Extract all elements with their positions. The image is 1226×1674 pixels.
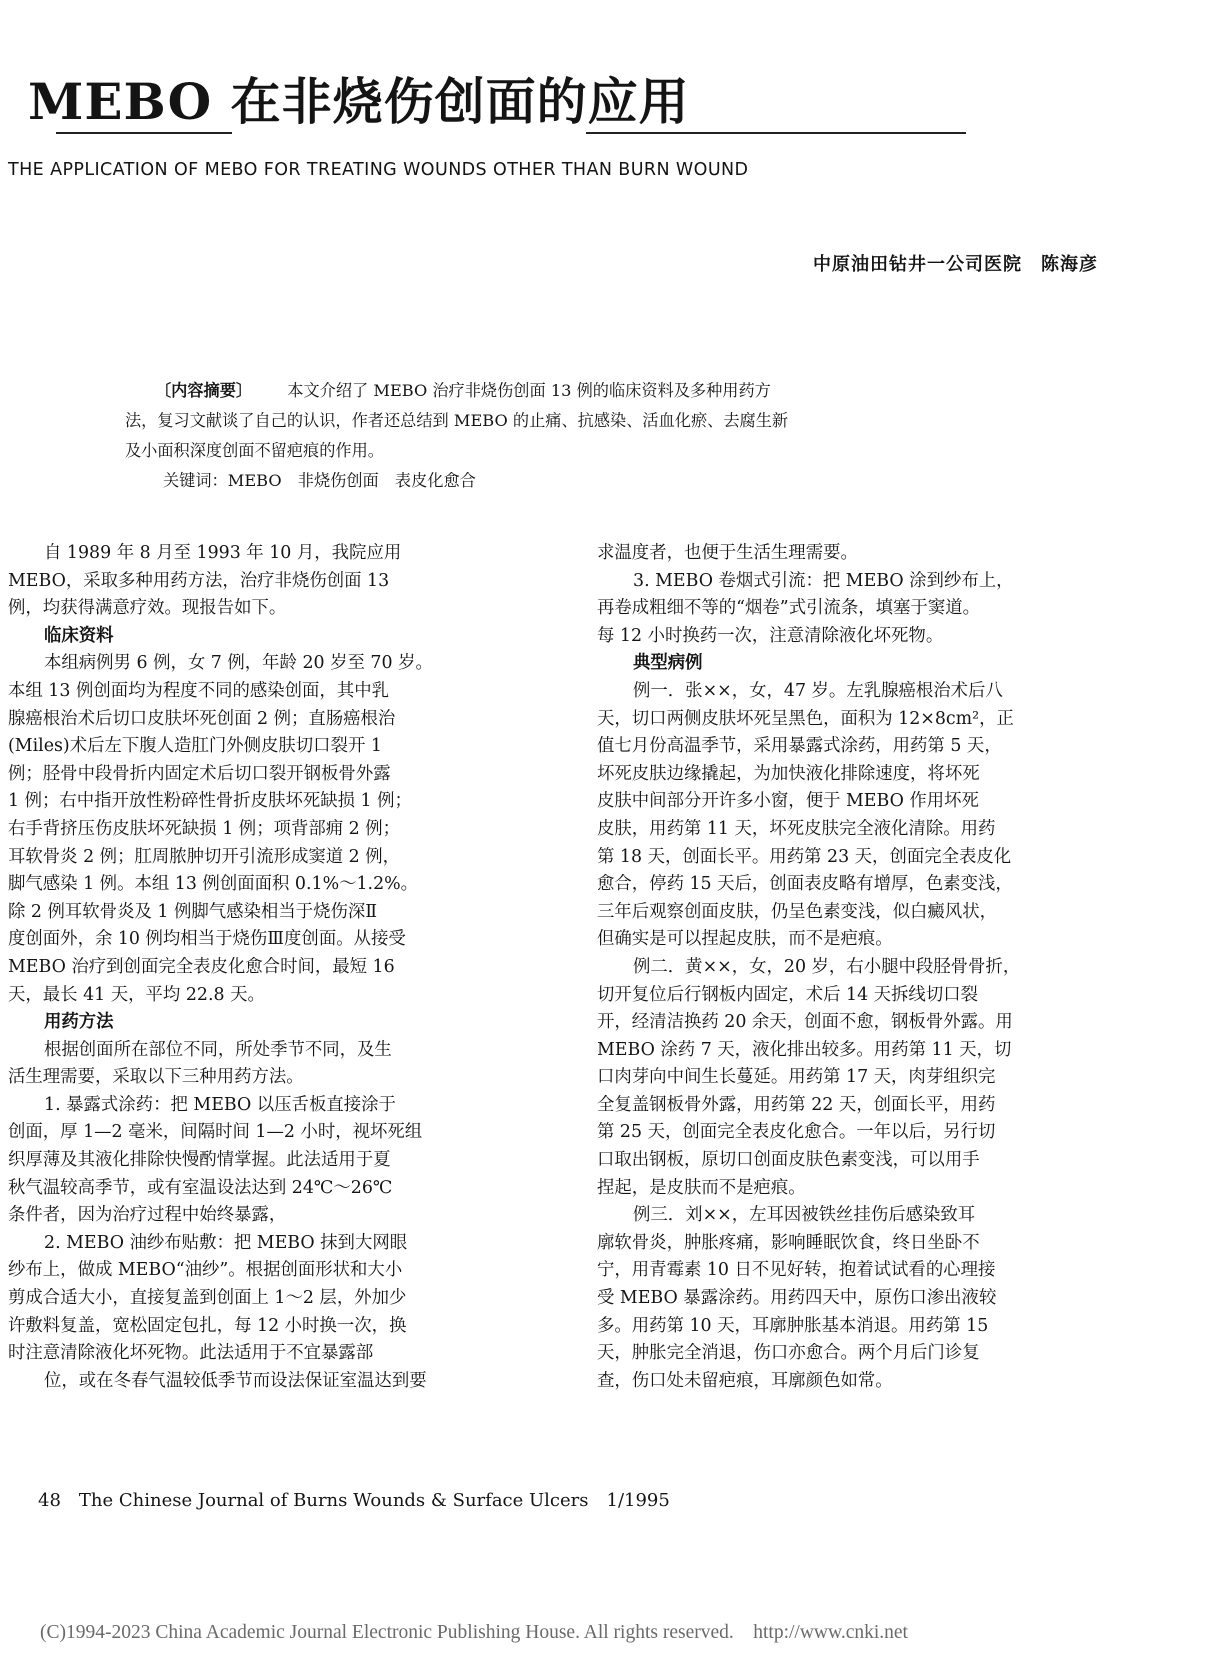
- author-affiliation: 中原油田钻井一公司医院 陈海彦: [813, 254, 1098, 275]
- text-line: 本组病例男 6 例，女 7 例，年龄 20 岁至 70 岁。: [44, 653, 433, 674]
- text-line: 愈合，停药 15 天后，创面表皮略有增厚，色素变浅，: [597, 874, 1013, 895]
- text-line: 秋气温较高季节，或有室温设法达到 24℃～26℃: [8, 1177, 393, 1198]
- text-line: MEBO 涂药 7 天，液化排出较多。用药第 11 天，切: [597, 1039, 1012, 1060]
- right-column: [597, 540, 1122, 1395]
- text-line: 例三．刘××，左耳因被铁丝挂伤后感染致耳: [633, 1205, 976, 1226]
- abstract-text-1: 本文介绍了 MEBO 治疗非烧伤创面 13 例的临床资料及多种用药方: [287, 381, 771, 400]
- text-line: 再卷成粗细不等的“烟卷”式引流条，填塞于窦道。: [597, 598, 980, 619]
- section-heading: 临床资料: [44, 625, 114, 646]
- text-line: 天，最长 41 天，平均 22.8 天。: [8, 984, 265, 1005]
- title-rule-left: [56, 132, 232, 134]
- text-line: 多。用药第 10 天，耳廓肿胀基本消退。用药第 15: [597, 1315, 989, 1336]
- text-line: 捏起，是皮肤而不是疤痕。: [597, 1177, 806, 1198]
- text-line: 根据创面所在部位不同，所处季节不同，及生: [44, 1039, 392, 1060]
- text-line: 天，肿胀完全消退，伤口亦愈合。两个月后门诊复: [597, 1343, 980, 1364]
- text-line: 3. MEBO 卷烟式引流：把 MEBO 涂到纱布上，: [633, 570, 1014, 591]
- text-line: 但确实是可以捏起皮肤，而不是疤痕。: [597, 929, 893, 950]
- text-line: 例一．张××，女，47 岁。左乳腺癌根治术后八: [633, 680, 1003, 701]
- text-line: 坏死皮肤边缘撬起，为加快液化排除速度，将坏死: [597, 763, 980, 784]
- text-line: 每 12 小时换药一次，注意清除液化坏死物。: [597, 625, 944, 646]
- text-line: 例二．黄××，女，20 岁，右小腿中段胫骨骨折，: [633, 956, 1021, 977]
- text-line: 口取出钢板，原切口创面皮肤色素变浅，可以用手: [597, 1150, 980, 1171]
- text-line: 条件者，因为治疗过程中始终暴露，: [8, 1205, 287, 1226]
- text-line: 皮肤，用药第 11 天，坏死皮肤完全液化清除。用药: [597, 818, 996, 839]
- text-line: 受 MEBO 暴露涂药。用药四天中，原伤口渗出液较: [597, 1288, 997, 1309]
- keywords: 关键词：MEBO 非烧伤创面 表皮化愈合: [163, 471, 476, 490]
- text-line: MEBO 治疗到创面完全表皮化愈合时间，最短 16: [8, 956, 395, 977]
- text-line: 1 例；右中指开放性粉碎性骨折皮肤坏死缺损 1 例；: [8, 791, 412, 812]
- text-line: 三年后观察创面皮肤，仍呈色素变浅，似白癜风状，: [597, 901, 997, 922]
- copyright-notice: (C)1994-2023 China Academic Journal Electronic Publishing House. All rights reserved. http://www.cnki.net: [40, 1622, 908, 1643]
- text-line: MEBO，采取多种用药方法，治疗非烧伤创面 13: [8, 570, 390, 591]
- text-line: 廓软骨炎，肿胀疼痛，影响睡眠饮食，终日坐卧不: [597, 1232, 980, 1253]
- paper-title-english: THE APPLICATION OF MEBO FOR TREATING WOUNDS OTHER THAN BURN WOUND: [8, 160, 749, 180]
- text-line: 剪成合适大小，直接复盖到创面上 1～2 层，外加少: [8, 1288, 407, 1309]
- title-rule-right: [586, 132, 966, 134]
- text-line: 腺癌根治术后切口皮肤坏死创面 2 例；直肠癌根治: [8, 708, 396, 729]
- text-line: 1. 暴露式涂药：把 MEBO 以压舌板直接涂于: [44, 1094, 396, 1115]
- text-line: 自 1989 年 8 月至 1993 年 10 月，我院应用: [44, 543, 402, 563]
- text-line: 例；胫骨中段骨折内固定术后切口裂开钢板骨外露: [8, 763, 391, 784]
- text-line: 右手背挤压伤皮肤坏死缺损 1 例；项背部痈 2 例；: [8, 818, 401, 839]
- text-line: 皮肤中间部分开许多小窗，便于 MEBO 作用坏死: [597, 791, 979, 812]
- text-line: 第 25 天，创面完全表皮化愈合。一年以后，另行切: [597, 1122, 996, 1143]
- abstract-line-3: 及小面积深度创面不留疤痕的作用。: [125, 441, 384, 460]
- text-line: 切开复位后行钢板内固定，术后 14 天拆线切口裂: [597, 984, 978, 1005]
- text-line: 脚气感染 1 例。本组 13 例创面面积 0.1%～1.2%。: [8, 874, 419, 895]
- text-line: 值七月份高温季节，采用暴露式涂药，用药第 5 天，: [597, 736, 1002, 757]
- paper-title: MEBO 在非烧伤创面的应用: [28, 72, 690, 131]
- text-line: 2. MEBO 油纱布贴敷：把 MEBO 抹到大网眼: [44, 1232, 408, 1253]
- text-line: 全复盖钢板骨外露，用药第 22 天，创面长平，用药: [597, 1094, 996, 1115]
- left-column: [8, 540, 543, 1395]
- text-line: 开，经清洁换药 20 余天，创面不愈，钢板骨外露。用: [597, 1012, 1013, 1033]
- text-line: 宁，用青霉素 10 日不见好转，抱着试试看的心理接: [597, 1260, 996, 1281]
- text-line: 求温度者，也便于生活生理需要。: [597, 543, 858, 563]
- text-line: 天，切口两侧皮肤坏死呈黑色，面积为 12×8cm²，正: [597, 708, 1014, 729]
- text-line: 本组 13 例创面均为程度不同的感染创面，其中乳: [8, 680, 389, 701]
- text-line: 耳软骨炎 2 例；肛周脓肿切开引流形成窦道 2 例，: [8, 846, 401, 867]
- text-line: 纱布上，做成 MEBO“油纱”。根据创面形状和大小: [8, 1260, 403, 1281]
- text-line: (Miles)术后左下腹人造肛门外侧皮肤切口裂开 1: [8, 736, 382, 757]
- text-line: 时注意清除液化坏死物。此法适用于不宜暴露部: [8, 1343, 374, 1364]
- journal-footer: 48 The Chinese Journal of Burns Wounds & Surface Ulcers 1/1995: [38, 1490, 670, 1511]
- abstract-label: 〔内容摘要〕: [155, 381, 253, 400]
- section-heading: 用药方法: [44, 1012, 114, 1033]
- abstract-line-1: [125, 376, 1025, 406]
- text-line: 织厚薄及其液化排除快慢酌情掌握。此法适用于夏: [8, 1150, 391, 1171]
- text-line: 活生理需要，采取以下三种用药方法。: [8, 1067, 304, 1088]
- text-line: 度创面外，余 10 例均相当于烧伤Ⅲ度创面。从接受: [8, 929, 406, 950]
- text-line: 除 2 例耳软骨炎及 1 例脚气感染相当于烧伤深Ⅱ: [8, 901, 378, 922]
- abstract-block: [125, 376, 1025, 496]
- abstract-line-2: 法，复习文献谈了自己的认识，作者还总结到 MEBO 的止痛、抗感染、活血化瘀、去腐生新: [125, 411, 789, 430]
- text-line: 位，或在冬春气温较低季节而设法保证室温达到要: [44, 1370, 427, 1391]
- text-line: 第 18 天，创面长平。用药第 23 天，创面完全表皮化: [597, 846, 1012, 867]
- text-line: 查，伤口处未留疤痕，耳廓颜色如常。: [597, 1370, 893, 1391]
- text-line: 许敷料复盖，宽松固定包扎，每 12 小时换一次，换: [8, 1315, 407, 1336]
- section-heading: 典型病例: [633, 653, 703, 674]
- text-line: 创面，厚 1—2 毫米，间隔时间 1—2 小时，视坏死组: [8, 1122, 423, 1143]
- text-line: 口肉芽向中间生长蔓延。用药第 17 天，肉芽组织完: [597, 1067, 996, 1088]
- text-line: 例，均获得满意疗效。现报告如下。: [8, 598, 287, 619]
